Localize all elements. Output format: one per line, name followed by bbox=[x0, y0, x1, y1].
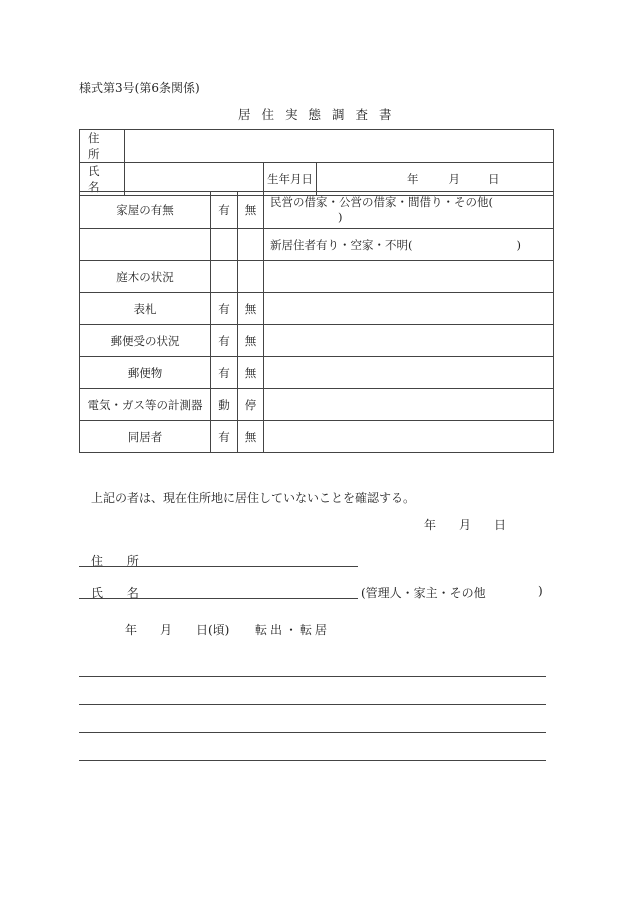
option-b[interactable]: 無 bbox=[238, 293, 264, 325]
option-b bbox=[238, 261, 264, 293]
confirmer-address-label: 住 所 bbox=[91, 554, 149, 568]
confirmation-day: 日 bbox=[494, 518, 507, 532]
row-label bbox=[80, 229, 211, 261]
note-line[interactable] bbox=[79, 676, 546, 677]
house-type-close: ) bbox=[338, 210, 343, 224]
occupant-close: ) bbox=[516, 237, 521, 252]
row-label: 郵便受の状況 bbox=[80, 325, 211, 357]
row-label: 表札 bbox=[80, 293, 211, 325]
option-a[interactable]: 有 bbox=[211, 293, 238, 325]
confirmer-address-line[interactable] bbox=[79, 566, 358, 567]
confirmation-year: 年 bbox=[424, 518, 437, 532]
name-label: 氏 名 bbox=[80, 163, 125, 196]
row-note[interactable] bbox=[264, 261, 554, 293]
option-a[interactable]: 有 bbox=[211, 192, 238, 229]
survey-table bbox=[79, 129, 554, 196]
row-note[interactable] bbox=[264, 192, 554, 229]
row-note[interactable] bbox=[264, 421, 554, 453]
table-row bbox=[80, 325, 554, 357]
row-label: 郵便物 bbox=[80, 357, 211, 389]
dob-month: 月 bbox=[448, 172, 460, 186]
row-note[interactable] bbox=[264, 389, 554, 421]
option-b[interactable]: 無 bbox=[238, 192, 264, 229]
confirmer-name-line[interactable] bbox=[79, 598, 358, 599]
option-b[interactable]: 停 bbox=[238, 389, 264, 421]
move-type: 転出・転居 bbox=[255, 623, 331, 637]
row-note[interactable] bbox=[264, 357, 554, 389]
dob-year: 年 bbox=[407, 172, 419, 186]
move-month: 月 bbox=[160, 623, 173, 637]
table-row bbox=[80, 293, 554, 325]
option-b[interactable]: 無 bbox=[238, 421, 264, 453]
table-row bbox=[80, 357, 554, 389]
table-row bbox=[80, 261, 554, 293]
house-type-options: 民営の借家・公営の借家・間借り・その他( bbox=[270, 195, 493, 209]
confirmation-month: 月 bbox=[459, 518, 472, 532]
row-label: 同居者 bbox=[80, 421, 211, 453]
form-number: 様式第3号(第6条関係) bbox=[79, 81, 200, 95]
confirmer-relation-close: ) bbox=[538, 584, 543, 598]
row-label: 家屋の有無 bbox=[80, 192, 211, 229]
dob-day: 日 bbox=[488, 172, 500, 186]
row-label: 庭木の状況 bbox=[80, 261, 211, 293]
row-label: 電気・ガス等の計測器 bbox=[80, 389, 211, 421]
note-line[interactable] bbox=[79, 732, 546, 733]
option-a bbox=[211, 261, 238, 293]
confirmer-relation: (管理人・家主・その他 bbox=[361, 586, 486, 600]
address-label: 住 所 bbox=[80, 130, 125, 163]
move-day: 日(頃) bbox=[196, 623, 230, 637]
table-row bbox=[80, 389, 554, 421]
option-a[interactable]: 動 bbox=[211, 389, 238, 421]
option-a[interactable]: 有 bbox=[211, 421, 238, 453]
table-row bbox=[80, 421, 554, 453]
option-a[interactable]: 有 bbox=[211, 357, 238, 389]
document-title: 居住実態調査書 bbox=[238, 107, 403, 122]
row-note[interactable] bbox=[264, 229, 554, 261]
move-year: 年 bbox=[125, 623, 138, 637]
address-value[interactable] bbox=[125, 130, 554, 163]
row-note[interactable] bbox=[264, 325, 554, 357]
confirmer-name-label: 氏 名 bbox=[91, 586, 149, 600]
option-b bbox=[238, 229, 264, 261]
option-a bbox=[211, 229, 238, 261]
dob-label: 生年月日 bbox=[264, 163, 317, 196]
option-b[interactable]: 無 bbox=[238, 357, 264, 389]
status-table bbox=[79, 191, 554, 453]
table-row bbox=[80, 229, 554, 261]
address-row bbox=[80, 130, 554, 163]
option-a[interactable]: 有 bbox=[211, 325, 238, 357]
option-b[interactable]: 無 bbox=[238, 325, 264, 357]
note-line[interactable] bbox=[79, 760, 546, 761]
note-line[interactable] bbox=[79, 704, 546, 705]
row-note[interactable] bbox=[264, 293, 554, 325]
table-row bbox=[80, 192, 554, 229]
confirmation-statement: 上記の者は、現在住所地に居住していないことを確認する。 bbox=[91, 491, 416, 505]
occupant-options: 新居住者有り・空家・不明( bbox=[270, 237, 413, 252]
